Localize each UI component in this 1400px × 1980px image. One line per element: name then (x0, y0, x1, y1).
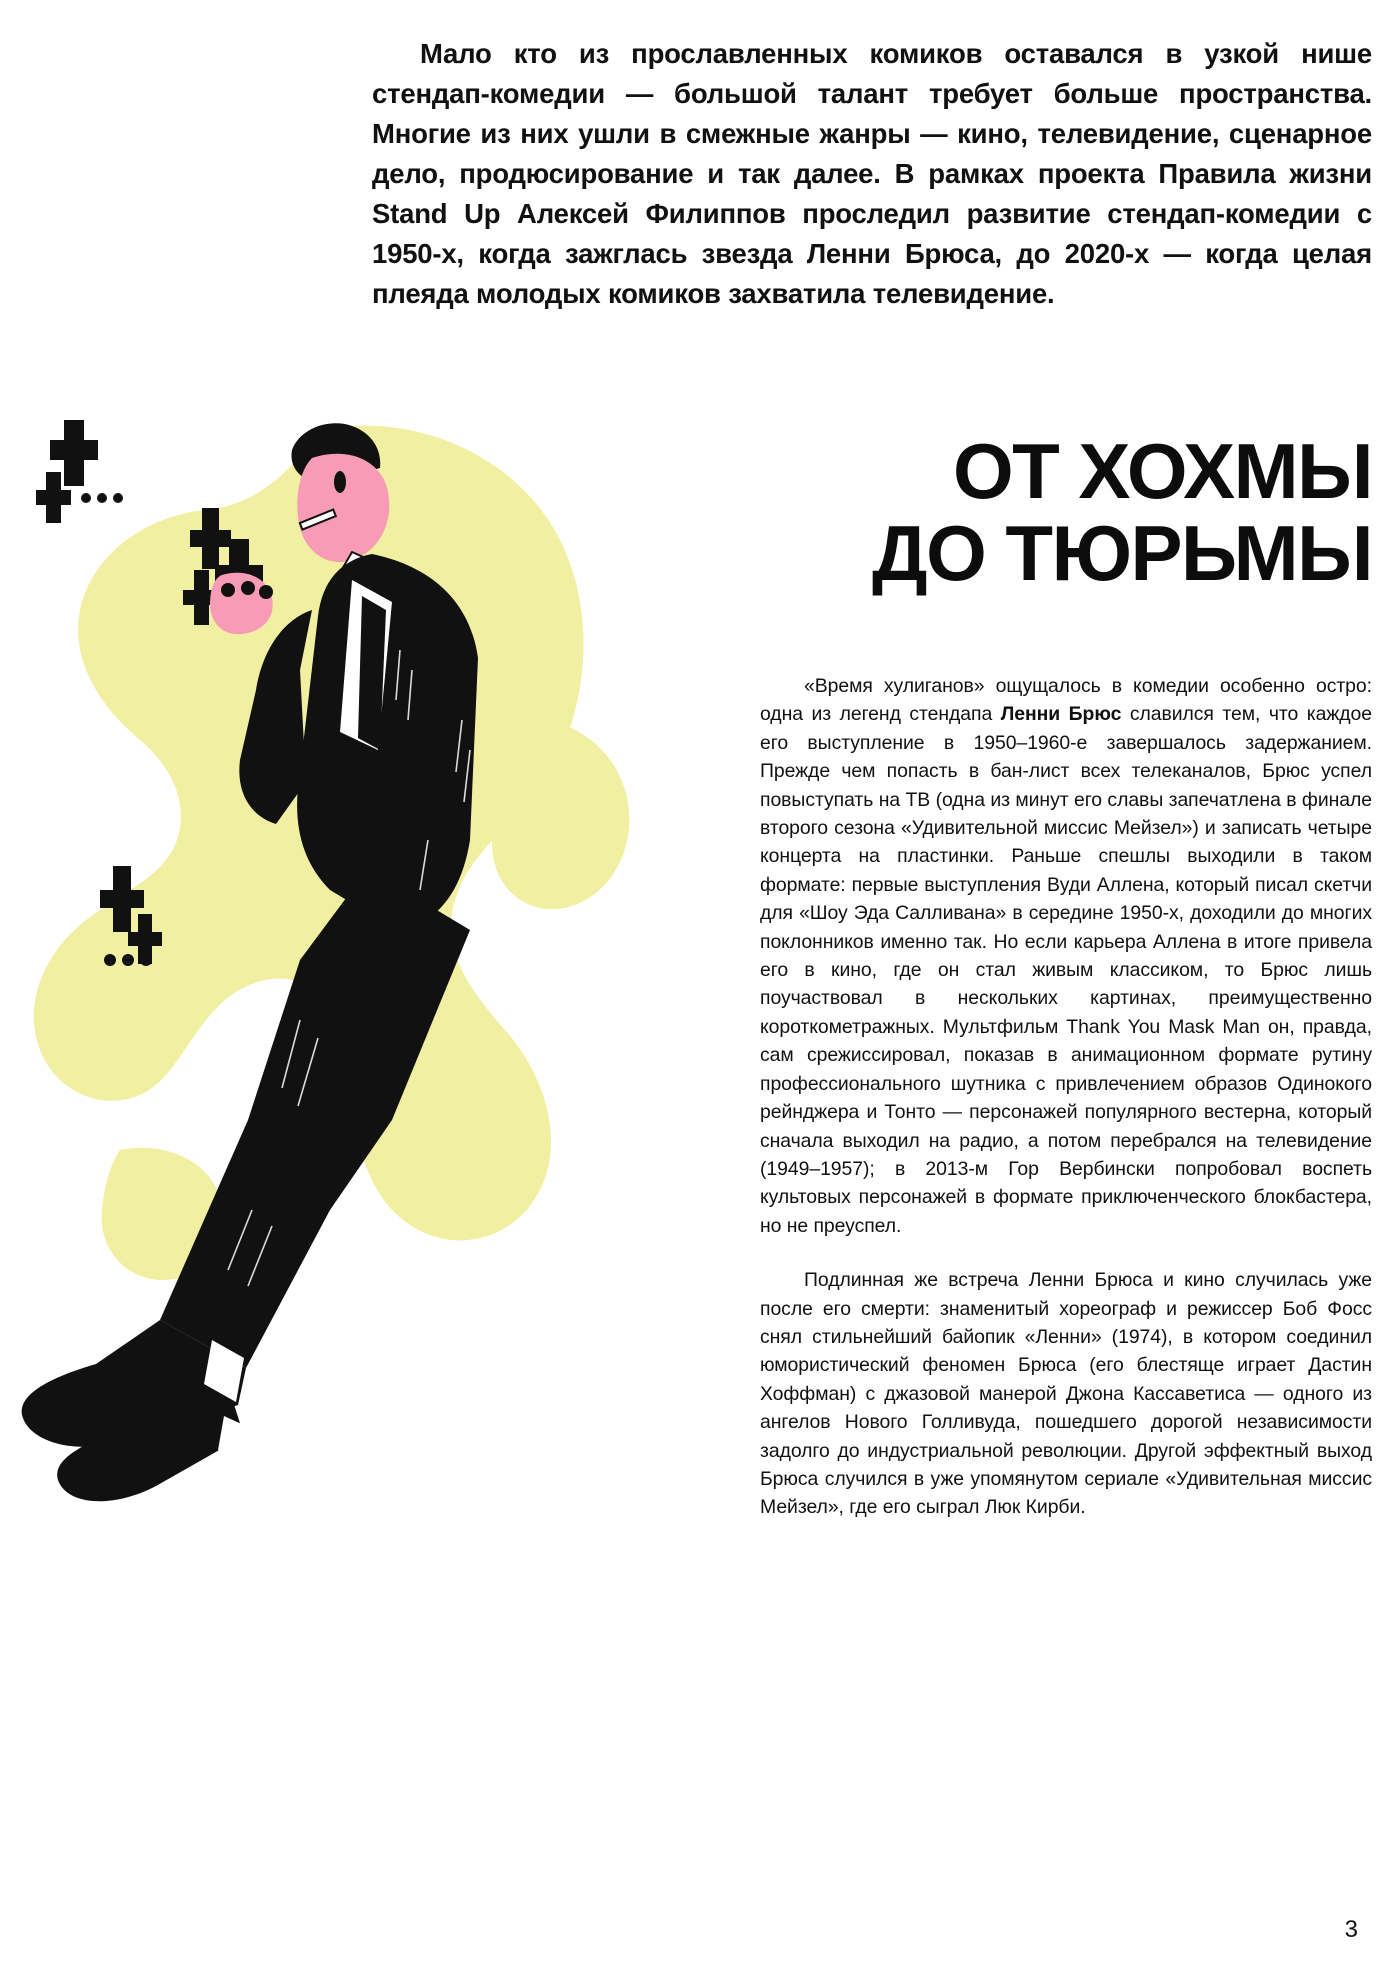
headline-line-2: ДО ТЮРЬМЫ (872, 509, 1372, 597)
article-illustration (0, 420, 760, 1920)
illustration-svg (0, 420, 760, 1920)
body-paragraph-1 (760, 672, 1372, 1240)
page-title (742, 427, 1372, 597)
headline-line-1: ОТ ХОХМЫ (952, 427, 1372, 515)
body-p1-part1: «Время хулиганов» ощущалось в комедии особенно остро: одна из легенд стендапа (760, 675, 1372, 726)
article-body-column (760, 672, 1372, 1522)
page-number: 3 (1344, 1916, 1358, 1943)
lenny-bruce-name: Ленни Брюс (1000, 703, 1122, 726)
lead-paragraph: Мало кто из прославленных комиков оставался в узкой нише стендап-комедии — большой талант требует больше пространства. Многие из них ушли в смежные жанры — кино, телевидение, сценарное дело, продюсирование и так далее. В рамках проекта Правила жизни Stand Up Алексей Филиппов проследил развитие стендап-комедии с 1950-х, когда зажглась звезда Ленни Брюса, до 2020-х — когда целая плеяда молодых комиков захватила телевидение. (372, 38, 1372, 309)
body-p1-part2: славился тем, что каждое его выступление в 1950–1960-е завершалось задержанием. Прежде чем попасть в бан-лист всех телеканалов, Брюс успел повыступать на ТВ (одна из минут его славы запечатлена в финале второго сезона «Удивительной миссис Мейзел») и записать четыре концерта на пластинки. Раньше спешлы выходили в таком формате: первые выступления Вуди Аллена, который писал скетчи для «Шоу Эда Салливана» в середине 1950-х, доходили до многих поклонников именно так. Но если карьера Аллена в итоге привела его в кино, где он стал живым классиком, то Брюс лишь поучаствовал в нескольких картинах, преимущественно короткометражных. Мультфильм Thank You Mask Man он, правда, сам срежиссировал, показав в анимационном формате рутину профессионального шутника с привлечением образов Одинокого рейнджера и Тонто — персонажей популярного вестерна, который сначала выходил на радио, а потом перебрался на телевидение (1949–1957); в 2013-м Гор Вербински попробовал воспеть культовых персонажей в формате приключенческого блокбастера, но не преуспел. (760, 703, 1372, 1237)
body-paragraph-2: Подлинная же встреча Ленни Брюса и кино случилась уже после его смерти: знаменитый хореограф и режиссер Боб Фосс снял стильнейший байопик «Ленни» (1974), в котором соединил юмористический феномен Брюса (его блестяще играет Дастин Хоффман) с джазовой манерой Джона Кассаветиса — одного из ангелов Нового Голливуда, пошедшего дорогой независимости задолго до индустриальной революции. Другой эффектный выход Брюса случился в уже упомянутом сериале «Удивительная миссис Мейзел», где его сыграл Люк Кирби. (760, 1269, 1372, 1519)
